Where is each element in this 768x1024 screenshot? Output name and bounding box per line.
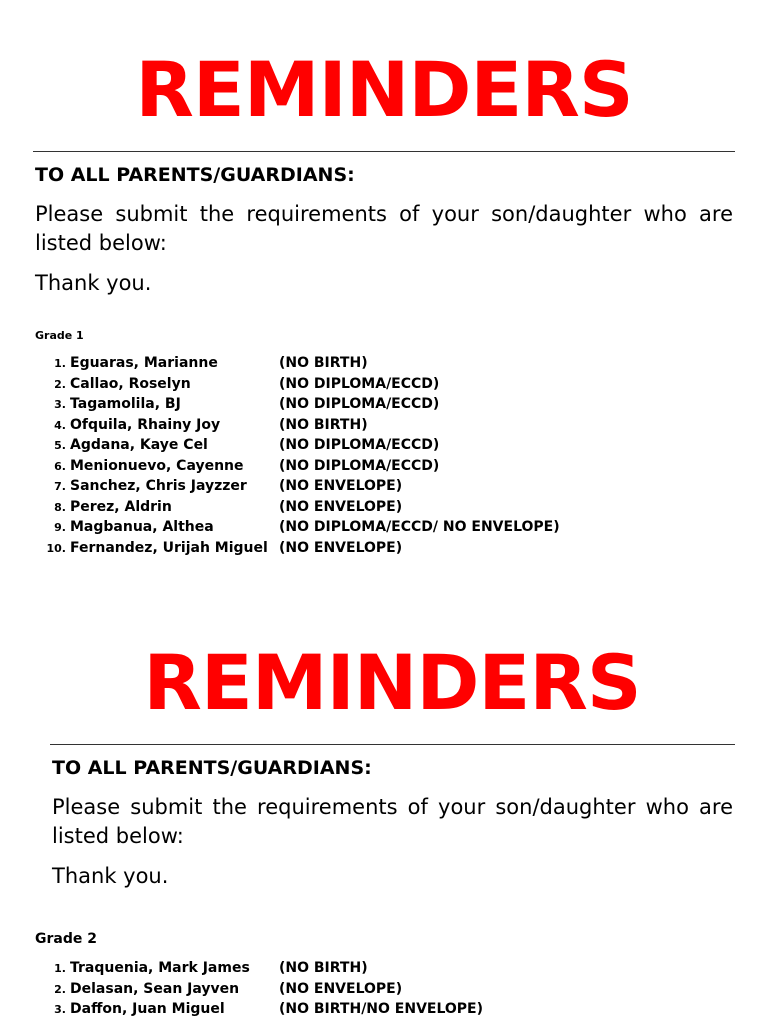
student-name: Tagamolila, BJ [70,396,181,412]
list-item [0,415,768,436]
missing-requirement: (NO DIPLOMA/ECCD) [279,375,440,392]
item-number: 7. [54,480,66,493]
item-number: 1. [54,962,66,975]
student-name: Fernandez, Urijah Miguel [70,539,268,556]
list-item [0,999,768,1020]
list-item [0,456,768,477]
list-item [0,979,768,1000]
student-list [0,958,768,1020]
item-number: 8. [54,500,66,514]
list-item [0,374,768,395]
missing-requirement: (NO ENVELOPE) [279,478,403,494]
student-name: Daffon, Juan Miguel [70,1001,225,1017]
student-name: Agdana, Kaye Cel [70,437,208,453]
missing-requirement: (NO BIRTH) [279,960,368,976]
thank-you-text: Thank you. [35,271,152,295]
divider-line [33,151,735,152]
grade-label: Grade 2 [35,931,97,947]
list-item [0,517,768,538]
list-item [0,435,768,456]
notice-paragraph: Please submit the requirements of your son/daughter who are listed below: [35,202,733,255]
reminders-title: REMINDERS [135,45,633,134]
list-item [0,353,768,374]
missing-requirement: (NO DIPLOMA/ECCD) [279,457,440,474]
student-name: Magbanua, Althea [70,519,214,535]
item-number: 1. [54,357,66,370]
item-number: 3. [54,398,66,411]
list-item [0,958,768,979]
item-number: 5. [54,439,66,452]
list-item [0,394,768,415]
student-list [0,353,768,558]
list-item [0,538,768,559]
student-name: Ofquila, Rhainy Joy [70,416,221,433]
thank-you-text: Thank you. [52,864,169,888]
item-number: 10. [46,541,66,555]
student-name: Delasan, Sean Jayven [70,980,240,997]
student-name: Eguaras, Marianne [70,355,218,371]
notice-heading: TO ALL PARENTS/GUARDIANS: [35,164,355,186]
student-name: Menionuevo, Cayenne [70,457,244,474]
missing-requirement: (NO ENVELOPE) [279,980,403,997]
missing-requirement: (NO BIRTH) [279,416,368,433]
student-name: Perez, Aldrin [70,498,172,515]
reminders-title: REMINDERS [143,638,641,727]
missing-requirement: (NO ENVELOPE) [279,498,403,515]
missing-requirement: (NO DIPLOMA/ECCD) [279,396,440,412]
missing-requirement: (NO DIPLOMA/ECCD/ NO ENVELOPE) [279,519,560,535]
missing-requirement: (NO BIRTH) [279,355,368,371]
notice-heading: TO ALL PARENTS/GUARDIANS: [52,757,372,779]
item-number: 4. [54,418,66,432]
list-item [0,476,768,497]
student-name: Traquenia, Mark James [70,960,250,976]
student-name: Callao, Roselyn [70,375,191,392]
item-number: 3. [54,1003,66,1016]
grade-label: Grade 1 [35,329,84,342]
notice-paragraph: Please submit the requirements of your son/daughter who are listed below: [52,795,733,848]
item-number: 2. [54,982,66,996]
divider-line [50,744,735,745]
missing-requirement: (NO DIPLOMA/ECCD) [279,437,440,453]
missing-requirement: (NO BIRTH/NO ENVELOPE) [279,1001,484,1017]
missing-requirement: (NO ENVELOPE) [279,539,403,556]
item-number: 6. [54,459,66,473]
student-name: Sanchez, Chris Jayzzer [70,478,247,494]
list-item [0,497,768,518]
item-number: 9. [54,521,66,534]
item-number: 2. [54,377,66,391]
